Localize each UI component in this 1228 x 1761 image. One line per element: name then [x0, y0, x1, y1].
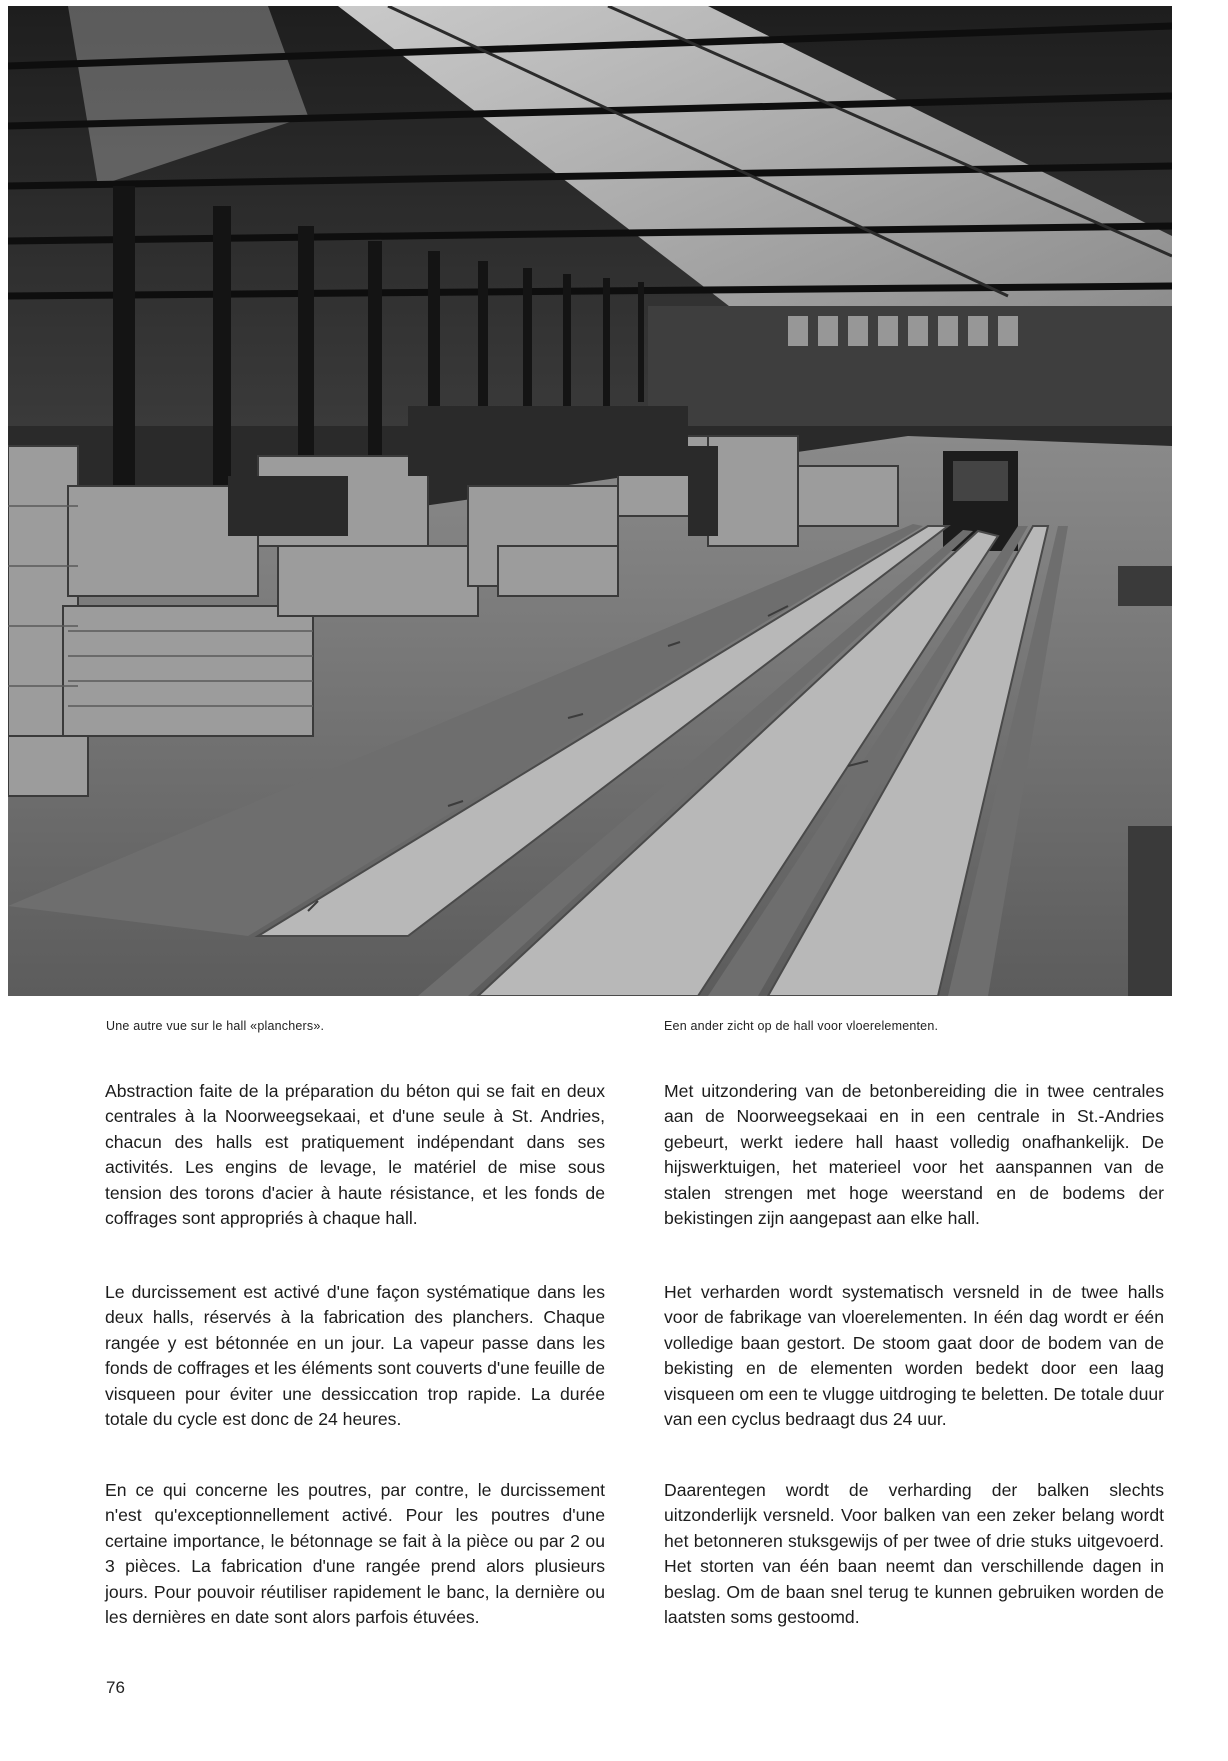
page-number: 76	[106, 1678, 125, 1697]
factory-hall-photo	[8, 6, 1172, 996]
paragraph-fr-2: Le durcissement est activé d'une façon systématique dans les deux halls, réservés à la fabrication des planchers. Chaque rangée y est bétonnée en un jour. La vapeur passe dans les fonds de coffrages et les éléments sont couverts d'une feuille de visqueen pour éviter une dessiccation trop rapide. La durée totale du cycle est donc de 24 heures.	[105, 1282, 605, 1430]
paragraph-fr-3: En ce qui concerne les poutres, par contre, le durcissement n'est qu'exceptionnellement activé. Pour les poutres d'une certaine importance, le bétonnage se fait à la pièce ou par 2 ou 3 pièces. La fabrication d'une rangée prend alors plusieurs jours. Pour pouvoir réutiliser rapidement le banc, la dernière ou les dernières en date sont alors parfois étuvées.	[105, 1480, 605, 1628]
paragraph-nl-2: Het verharden wordt systematisch versneld in de twee halls voor de fabrikage van vloerelementen. In één dag wordt er één volledige baan gestort. De stoom gaat door de bodem van de bekisting en de elementen worden bedekt door een laag visqueen om een te vlugge uitdroging te beletten. De totale duur van een cyclus bedraagt dus 24 uur.	[664, 1282, 1164, 1430]
photo-caption-fr: Une autre vue sur le hall «planchers».	[106, 1019, 325, 1033]
paragraph-nl-1: Met uitzondering van de betonbereiding die in twee centrales aan de Noorweegsekaai en in een centrale in St.-Andries gebeurt, werkt iedere hall haast volledig onafhankelijk. De hijswerktuigen, het materieel voor het aanspannen van de stalen strengen met hoge weerstand en de bodems der bekistingen zijn aangepast aan elke hall.	[664, 1081, 1164, 1229]
paragraph-nl-3: Daarentegen wordt de verharding der balken slechts uitzonderlijk versneld. Voor balken van een zeker belang wordt het betonneren stuksgewijs of per twee of drie stuks uitgevoerd. Het storten van één baan neemt dan verschillende dagen in beslag. Om de baan snel terug te kunnen gebruiken worden de laatsten soms gestoomd.	[664, 1480, 1164, 1628]
photo-caption-nl: Een ander zicht op de hall voor vloerelementen.	[664, 1019, 939, 1033]
paragraph-fr-1: Abstraction faite de la préparation du béton qui se fait en deux centrales à la Noorweegsekaai, et d'une seule à St. Andries, chacun des halls est pratiquement indépendant dans ses activités. Les engins de levage, le matériel de mise sous tension des torons d'acier à haute résistance, et les fonds de coffrages sont appropriés à chaque hall.	[105, 1081, 605, 1229]
